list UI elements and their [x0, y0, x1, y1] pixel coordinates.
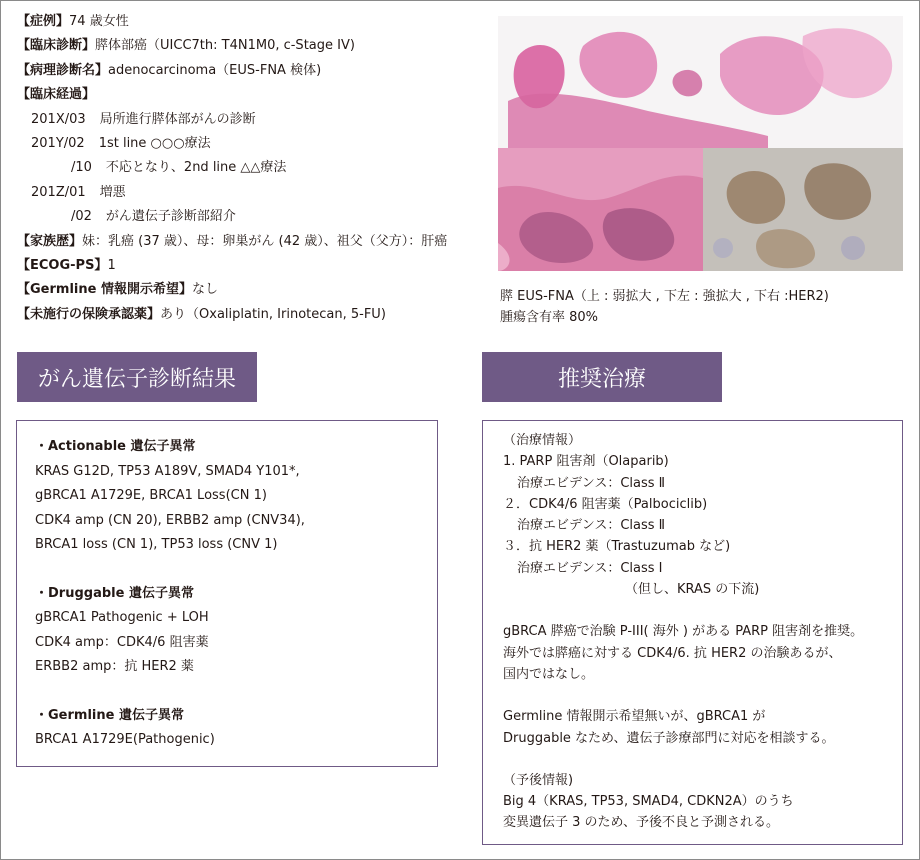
prognosis-heading: （予後情報): [503, 772, 574, 788]
case-label: 【症例】: [17, 14, 70, 29]
family-history-value: 妹：乳癌 (37 歳）、母：卵巣がん (42 歳）、祖父（父方）：肝癌: [82, 233, 448, 249]
he-stain-texture: [498, 148, 703, 271]
family-history-label: 【家族歴】: [17, 233, 83, 249]
pathology-diagnosis-row: [17, 59, 487, 83]
recommendation-text: Germline 情報開示希望無いが、gBRCA1 が: [503, 709, 766, 725]
treatment-evidence: 治療エビデンス：Class Ⅱ: [517, 518, 666, 534]
ecog-row: [17, 254, 487, 278]
druggable-item: ERBB2 amp：抗 HER2 薬: [35, 659, 194, 674]
treatment-evidence: 治療エビデンス：Class Ⅱ: [517, 475, 666, 491]
insurance-drugs-value: あり（Oxaliplatin, Irinotecan, 5-FU): [160, 306, 386, 322]
clinical-diagnosis-row: [17, 34, 487, 58]
germline-disclosure-value: なし: [191, 282, 218, 298]
course-date: 201Z/01: [31, 184, 86, 200]
clinical-course-label: 【臨床経過】: [17, 87, 96, 103]
recommendation-title-banner: [482, 352, 722, 402]
course-item: [17, 132, 487, 156]
image-caption-line: 膵 EUS-FNA（上 : 弱拡大 , 下左 : 強拡大 , 下右 :HER2): [500, 289, 829, 304]
recommendation-text: gBRCA 膵癌で治験 P-III( 海外 ) がある PARP 阻害剤を推奨。: [503, 624, 864, 640]
insurance-drugs-row: [17, 303, 487, 327]
course-date: /02: [71, 209, 92, 225]
low-magnification-tissue: [498, 16, 903, 148]
recommendation-text: 国内ではなし。: [503, 666, 595, 682]
clinical-diagnosis-label: 【臨床診断】: [17, 38, 96, 54]
case-value: 74 歳女性: [69, 14, 129, 29]
recommendation-text: Druggable なため、遺伝子診療部門に対応を相談する。: [503, 730, 835, 746]
germline-heading: ・Germline 遺伝子異常: [35, 707, 184, 723]
treatment-heading: （治療情報）: [503, 433, 582, 448]
prognosis-text: Big 4（KRAS, TP53, SMAD4, CDKN2A）のうち: [503, 794, 794, 810]
results-title-banner: [17, 352, 257, 402]
course-text: がん遺伝子診断部紹介: [105, 209, 236, 225]
actionable-item: KRAS G12D, TP53 A189V, SMAD4 Y101*,: [35, 463, 300, 479]
germline-disclosure-label: 【Germline 情報開示希望】: [17, 282, 192, 298]
course-text: 局所進行膵体部がんの診断: [99, 111, 256, 127]
her2-stain-texture: [703, 148, 903, 271]
low-magnification-image: [498, 16, 903, 148]
recommendation-title: 推奨治療: [557, 366, 646, 392]
druggable-heading: ・Druggable 遺伝子異常: [35, 585, 194, 601]
treatment-item: ３．抗 HER2 薬（Trastuzumab など): [503, 539, 731, 555]
treatment-evidence: 治療エビデンス：Class Ⅰ: [517, 560, 663, 576]
recommendation-text: 海外では膵癌に対する CDK4/6. 抗 HER2 の治験あるが、: [503, 645, 842, 661]
clinical-diagnosis-value: 膵体部癌（UICC7th: T4N1M0, c-Stage IV): [95, 38, 355, 54]
actionable-item: CDK4 amp (CN 20), ERBB2 amp (CNV34),: [35, 512, 305, 528]
course-text: 増悪: [99, 184, 126, 200]
course-item: [17, 181, 487, 205]
treatment-note: （但し、KRAS の下流): [625, 582, 760, 598]
course-date: 201Y/02: [31, 136, 85, 152]
course-text: 不応となり、2nd line △△療法: [105, 160, 287, 176]
course-text: 1st line ○○○療法: [98, 136, 211, 152]
course-item: [17, 108, 487, 132]
course-item: [17, 205, 487, 229]
course-date: 201X/03: [31, 111, 86, 127]
course-item: [17, 156, 487, 180]
case-row: [17, 10, 487, 34]
druggable-item: gBRCA1 Pathogenic + LOH: [35, 610, 209, 625]
treatment-item: ２．CDK4/6 阻害薬（Palbociclib): [503, 496, 708, 512]
actionable-heading: ・Actionable 遺伝子異常: [35, 439, 196, 454]
results-box: [16, 420, 438, 767]
her2-ihc-image: [703, 148, 903, 271]
results-title: がん遺伝子診断結果: [37, 366, 236, 392]
treatment-item: 1. PARP 阻害剤（Olaparib): [503, 454, 669, 470]
ecog-label: 【ECOG-PS】: [17, 258, 108, 274]
high-magnification-he-image: [498, 148, 703, 271]
germline-item: BRCA1 A1729E(Pathogenic): [35, 732, 215, 747]
pathology-diagnosis-label: 【病理診断名】: [17, 62, 109, 78]
druggable-item: CDK4 amp：CDK4/6 阻害薬: [35, 634, 209, 650]
recommendation-box: [482, 420, 903, 845]
histology-image-panel: [498, 16, 903, 271]
actionable-item: gBRCA1 A1729E, BRCA1 Loss(CN 1): [35, 488, 267, 503]
pathology-diagnosis-value: adenocarcinoma（EUS-FNA 検体): [108, 62, 322, 78]
actionable-item: BRCA1 loss (CN 1), TP53 loss (CNV 1): [35, 537, 278, 552]
course-date: /10: [71, 160, 92, 176]
case-summary: [17, 10, 487, 327]
insurance-drugs-label: 【未施行の保険承認薬】: [17, 306, 161, 322]
prognosis-text: 変異遺伝子 3 のため、予後不良と予測される。: [503, 815, 780, 831]
tumor-content-text: 腫瘍含有率 80%: [500, 310, 599, 325]
family-history-row: [17, 230, 487, 254]
ecog-value: 1: [107, 258, 116, 274]
image-caption: [500, 286, 829, 328]
germline-disclosure-row: [17, 278, 487, 302]
